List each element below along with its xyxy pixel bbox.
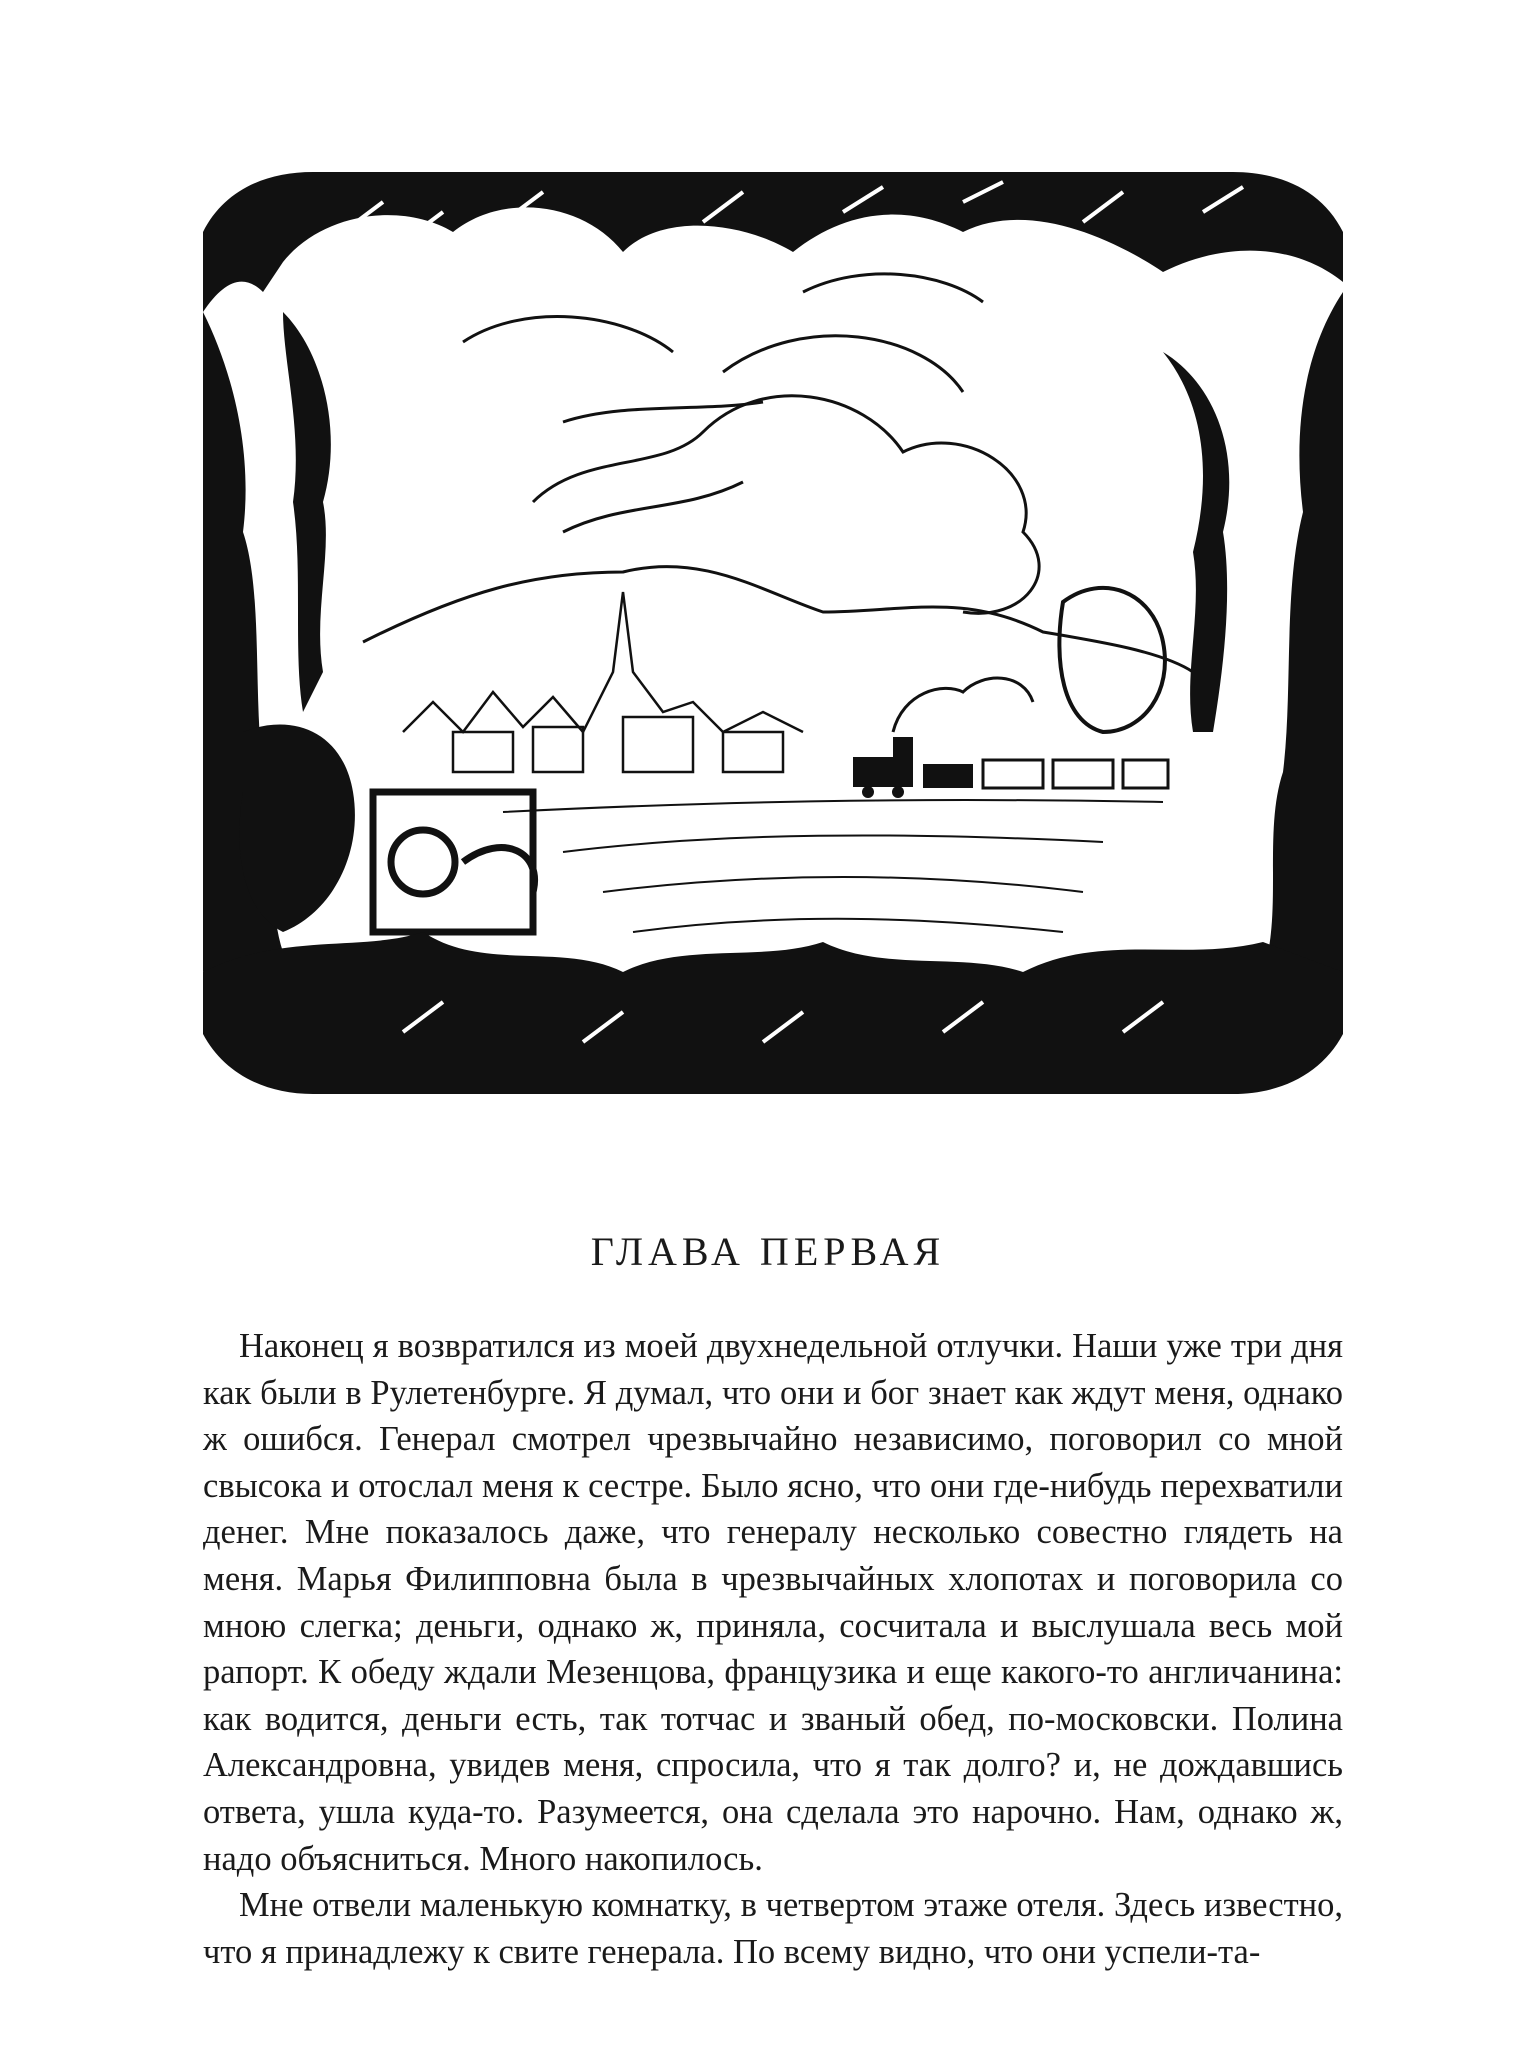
- chapter-illustration: [203, 172, 1343, 1094]
- paragraph: Мне отвели маленькую комнатку, в четвертом этаже отеля. Здесь известно, что я принадлежу к свите генерала. По всему видно, что они успели-та-: [203, 1886, 1343, 1971]
- paragraph: Наконец я возвратился из моей двухнедельной отлучки. Наши уже три дня как были в Рулетенбурге. Я думал, что они и бог знает как ждут меня, однако ж ошибся. Генерал смотрел чрезвычайно независимо, поговорил со мной свысока и отослал меня к сестре. Было ясно, что они где-нибудь перехватили денег. Мне показалось даже, что генералу несколько совестно глядеть на меня. Марья Филипповна была в чрезвычайных хлопотах и поговорила со мною слегка; деньги, однако ж, приняла, сосчитала и выслушала весь мой рапорт. К обеду ждали Мезенцова, французика и еще какого-то англичанина: как водится, деньги есть, так тотчас и званый обед, по-московски. Полина Александровна, увидев меня, спросила, что я так долго? и, не дождавшись ответа, ушла куда-то. Разумеется, она сделала это нарочно. Нам, однако ж, надо объясниться. Много накопилось.: [203, 1327, 1343, 1878]
- chapter-text: [203, 1323, 1343, 1975]
- landscape-engraving: [203, 172, 1343, 1094]
- chapter-title: ГЛАВА ПЕРВАЯ: [590, 1229, 946, 1274]
